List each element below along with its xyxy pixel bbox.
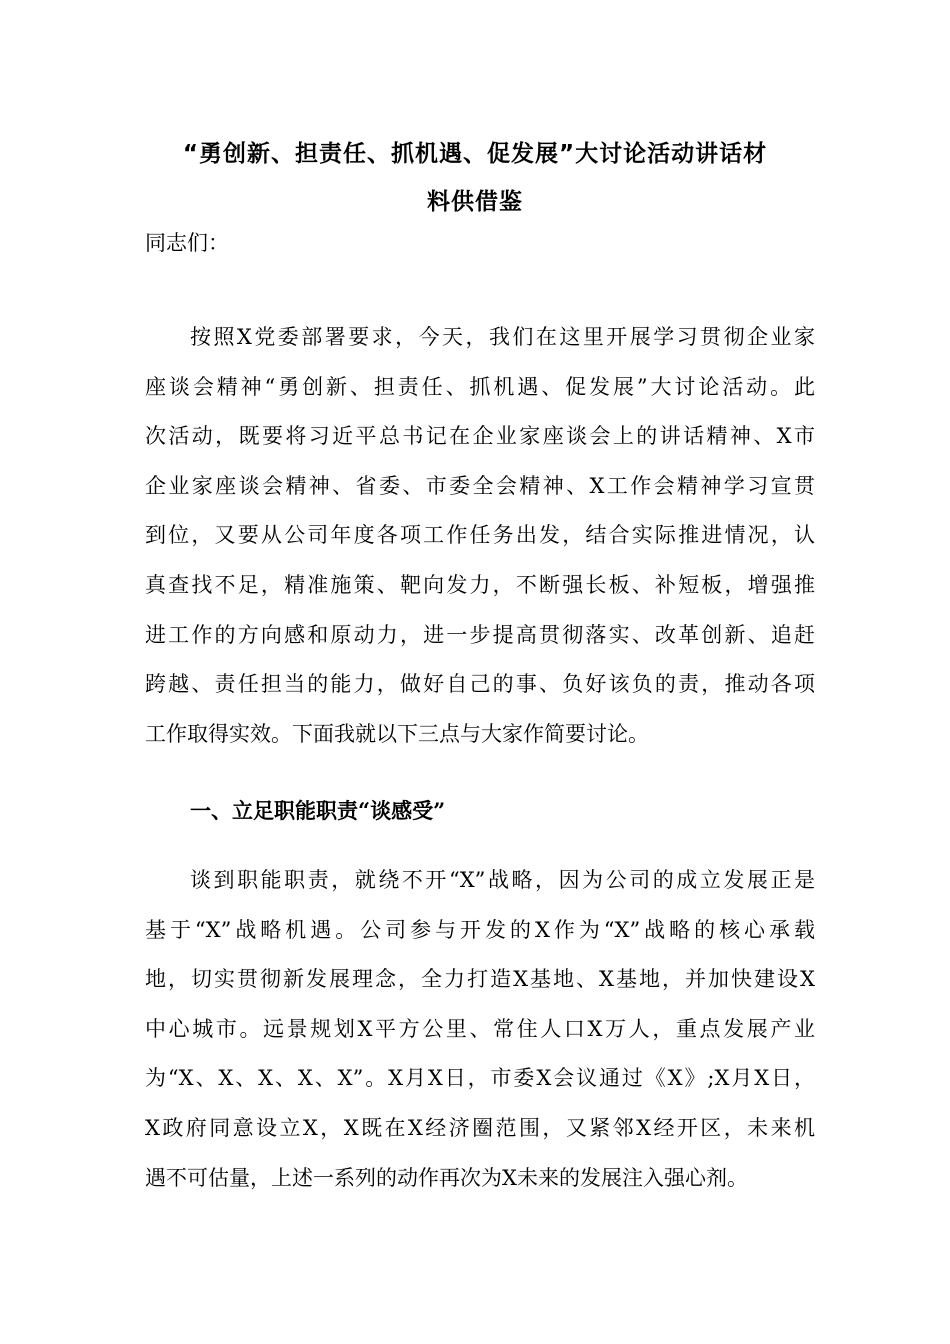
paragraph-line: 企业家座谈会精神、省委、市委全会精神、X工作会精神学习宣贯	[145, 473, 815, 498]
paragraph-line: 基于“X”战略机遇。公司参与开发的X作为“X”战略的核心承载	[145, 917, 815, 942]
paragraph-opening	[145, 313, 815, 759]
paragraph-line: 真查找不足，精准施策、靶向发力，不断强长板、补短板，增强推	[145, 572, 815, 597]
paragraph-line: 到位，又要从公司年度各项工作任务出发，结合实际推进情况，认	[145, 523, 815, 548]
paragraph-line: 座谈会精神“勇创新、担责任、抓机遇、促发展”大讨论活动。此	[145, 374, 815, 399]
paragraph-line: X政府同意设立X，X既在X经济圈范围，又紧邻X经开区，未来机	[145, 1115, 815, 1140]
document-title	[140, 130, 810, 226]
salutation: 同志们：	[145, 231, 229, 255]
title-line: 料供借鉴	[427, 189, 523, 215]
paragraph-line: 地，切实贯彻新发展理念，全力打造X基地、X基地，并加快建设X	[145, 967, 815, 992]
paragraph-line: 次活动，既要将习近平总书记在企业家座谈会上的讲话精神、X市	[145, 424, 815, 449]
paragraph-line: 跨越、责任担当的能力，做好自己的事、负好该负的责，推动各项	[145, 672, 815, 697]
paragraph-line: 进工作的方向感和原动力，进一步提高贯彻落实、改革创新、追赶	[145, 622, 815, 647]
paragraph-line: 工作取得实效。下面我就以下三点与大家作简要讨论。	[145, 721, 649, 746]
paragraph-line: 遇不可估量，上述一系列的动作再次为X未来的发展注入强心剂。	[145, 1165, 748, 1190]
paragraph-line: 谈到职能职责，就绕不开“X”战略，因为公司的成立发展正是	[190, 868, 815, 892]
title-line: “勇创新、担责任、抓机遇、促发展”大讨论活动讲话材	[182, 141, 768, 167]
paragraph-line: 按照X党委部署要求，今天，我们在这里开展学习贯彻企业家	[190, 325, 815, 349]
paragraph-line: 中心城市。远景规划X平方公里、常住人口X万人，重点发展产业	[145, 1016, 815, 1041]
paragraph-line: 为“X、X、X、X、X”。X月X日，市委X会议通过《X》;X月X日，	[145, 1066, 815, 1091]
section-heading: 一、立足职能职责“谈感受”	[190, 798, 446, 823]
paragraph-section-1	[145, 856, 815, 1203]
